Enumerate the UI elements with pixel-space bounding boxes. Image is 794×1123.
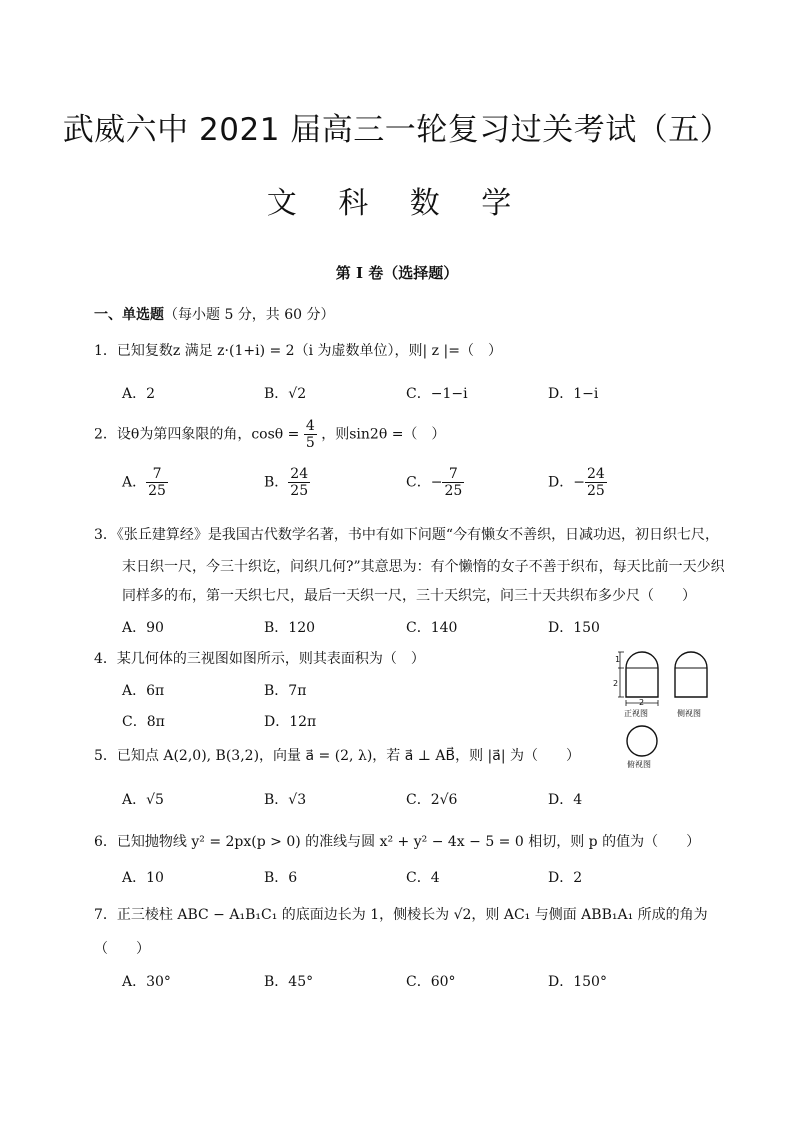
- q2-stem-b: ，则sin2θ =（ ）: [321, 426, 446, 443]
- option-sign: −: [430, 474, 443, 491]
- frac-den: 25: [148, 483, 166, 499]
- frac-num: 4: [305, 418, 315, 434]
- frac-num: 24: [586, 466, 605, 482]
- q4-option-c: C．8π: [122, 714, 165, 730]
- top-view: [627, 726, 657, 756]
- question-7-stem-cont: （ ）: [94, 941, 150, 957]
- q2-option-b: [264, 466, 310, 499]
- three-view-figure: [610, 645, 720, 775]
- option-letter: D．: [548, 474, 574, 491]
- option-fraction: [146, 466, 168, 499]
- front-view-label: 正视图: [624, 709, 648, 718]
- frac-num: 7: [146, 466, 168, 483]
- q1-option-b: B．√2: [264, 386, 307, 402]
- frac-den: 25: [290, 483, 309, 499]
- section-heading: [94, 304, 335, 324]
- section-note: （每小题 5 分，共 60 分）: [164, 307, 335, 323]
- q6-option-a: A．10: [122, 870, 164, 886]
- option-fraction: [442, 466, 464, 499]
- q6-option-c: C．4: [406, 870, 440, 886]
- question-6-stem: 6．已知抛物线 y² = 2px(p > 0) 的准线与圆 x² + y² − 4x − 5 = 0 相切，则 p 的值为（ ）: [94, 834, 701, 850]
- q5-option-c: C．2√6: [406, 792, 458, 808]
- question-3-line-1: 3．《张丘建算经》是我国古代数学名著，书中有如下问题“今有懒女不善织，日减功迟，初日织七尺，: [94, 527, 720, 543]
- option-letter: A．: [122, 474, 147, 491]
- q1-option-d: D．1−i: [548, 386, 599, 402]
- front-view: [618, 652, 658, 706]
- q3-option-a: A．90: [122, 620, 164, 636]
- q4-option-b: B．7π: [264, 683, 307, 699]
- question-3-line-3: 同样多的布，第一天织七尺，最后一天织一尺，三十天织完，问三十天共织布多少尺（ ）: [122, 588, 696, 604]
- dim-label-bottom: 2: [639, 698, 645, 707]
- q2-option-a: [122, 466, 168, 499]
- q2-stem-fraction: [304, 418, 317, 451]
- part-heading: 第 I 卷（选择题）: [335, 264, 459, 282]
- q7-option-d: D．150°: [548, 974, 607, 990]
- q4-option-d: D．12π: [264, 714, 317, 730]
- option-letter: B．: [264, 474, 289, 491]
- q7-option-c: C．60°: [406, 974, 456, 990]
- question-5-stem: 5．已知点 A(2,0), B(3,2)，向量 a⃗ = (2, λ)，若 a⃗ ⊥ AB⃗，则 |a⃗| 为（ ）: [94, 748, 581, 764]
- section-label: 一、单选题: [94, 307, 164, 323]
- side-view: [675, 652, 707, 697]
- question-2-stem: [94, 418, 445, 451]
- frac-num: 24: [290, 466, 309, 482]
- question-1-stem: 1．已知复数z 满足 z·(1+i) = 2（i 为虚数单位），则| z |=（ ）: [94, 343, 502, 359]
- q6-option-b: B．6: [264, 870, 298, 886]
- option-fraction: [585, 466, 607, 499]
- dim-label-1: 1: [615, 655, 621, 664]
- q6-option-d: D．2: [548, 870, 583, 886]
- option-fraction: [288, 466, 310, 499]
- question-7-stem: 7．正三棱柱 ABC − A₁B₁C₁ 的底面边长为 1，侧棱长为 √2，则 AC₁ 与侧面 ABB₁A₁ 所成的角为: [94, 907, 708, 923]
- q2-option-d: [548, 466, 607, 499]
- q1-option-c: C．−1−i: [406, 386, 468, 402]
- question-3-line-2: 末日织一尺，今三十织讫，问织几何?”其意思为：有个懒惰的女子不善于织布，每天比前一天少织: [122, 559, 725, 575]
- frac-den: 25: [586, 483, 605, 499]
- option-letter: C．: [406, 474, 431, 491]
- q3-option-c: C．140: [406, 620, 458, 636]
- dim-label-2: 2: [613, 679, 619, 688]
- q3-option-b: B．120: [264, 620, 316, 636]
- question-4-stem: 4．某几何体的三视图如图所示，则其表面积为（ ）: [94, 651, 425, 667]
- frac-den: 25: [444, 483, 463, 499]
- q7-option-a: A．30°: [122, 974, 171, 990]
- exam-title: 武威六中 2021 届高三一轮复习过关考试（五）: [62, 112, 732, 148]
- q5-option-b: B．√3: [264, 792, 307, 808]
- top-view-label: 俯视图: [627, 760, 651, 769]
- q7-option-b: B．45°: [264, 974, 314, 990]
- frac-den: 5: [305, 435, 315, 451]
- q5-option-a: A．√5: [122, 792, 164, 808]
- frac-num: 7: [442, 466, 464, 483]
- q4-option-a: A．6π: [122, 683, 165, 699]
- side-view-label: 侧视图: [677, 709, 701, 718]
- option-sign: −: [573, 474, 585, 491]
- q1-option-a: A．2: [122, 386, 156, 402]
- q3-option-d: D．150: [548, 620, 600, 636]
- q2-stem-a: 2．设θ为第四象限的角，cosθ =: [94, 426, 300, 443]
- exam-subject: 文 科 数 学: [266, 186, 528, 221]
- q2-option-c: [406, 466, 464, 499]
- q5-option-d: D．4: [548, 792, 583, 808]
